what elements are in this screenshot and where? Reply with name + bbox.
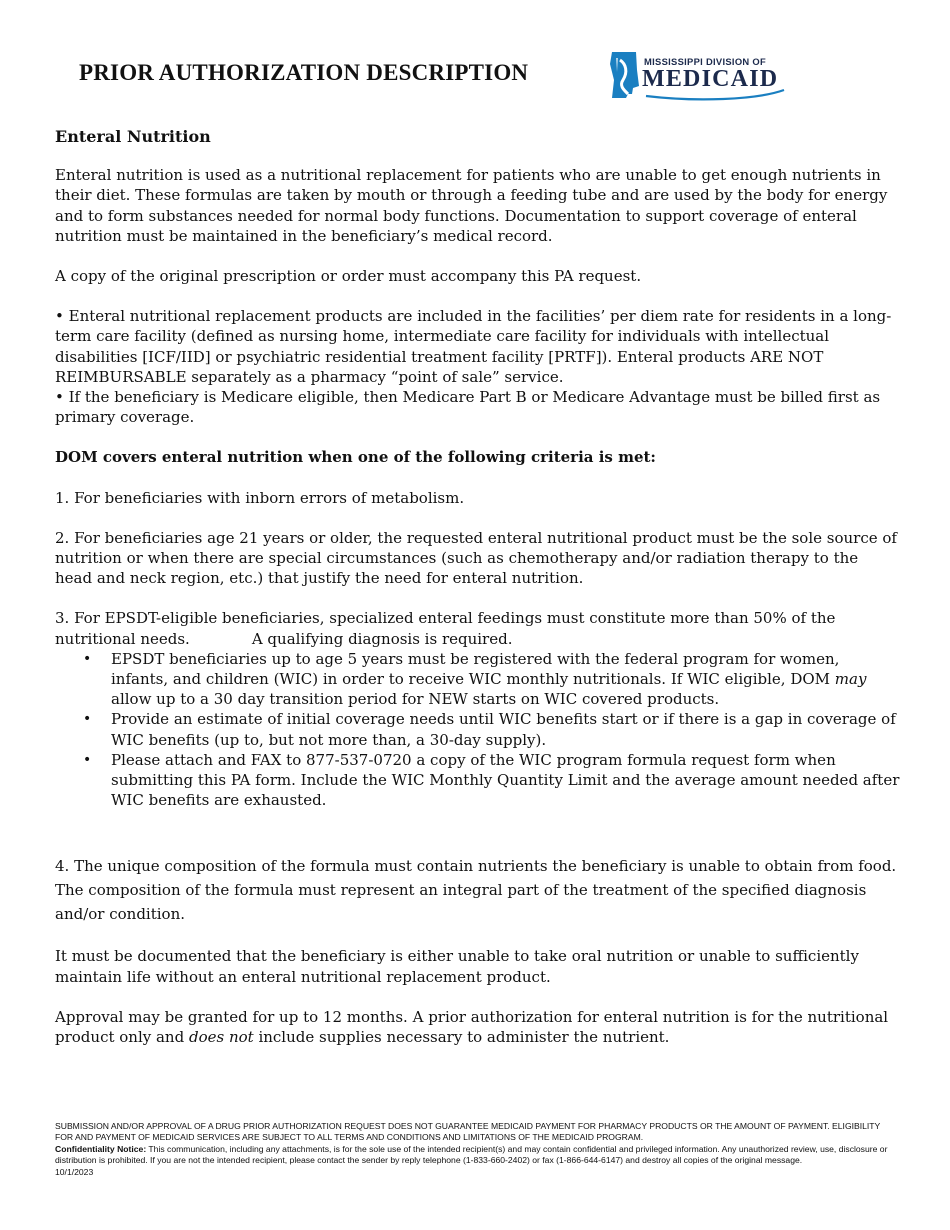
- list-item: • Please attach and FAX to 877-537-0720 a copy of the WIC program formula request form when submitting this PA form. Include the WIC Monthly Quantity Limit and the average amount needed after WIC benefits are exhausted.: [111, 750, 900, 811]
- confidentiality-notice: [55, 1144, 900, 1167]
- footer: [55, 1121, 900, 1178]
- bullet-ltc: • Enteral nutritional replacement products are included in the facilities’ per diem rate for residents in a long-term care facility (defined as nursing home, intermediate care facility for individuals with intellectual disabilities [ICF/IID] or psychiatric residential treatment facility [PRTF]). Enteral products ARE NOT REIMBURSABLE separately as a pharmacy “point of sale” service.: [55, 307, 892, 386]
- footer-disclaimer: SUBMISSION AND/OR APPROVAL OF A DRUG PRIOR AUTHORIZATION REQUEST DOES NOT GUARANTEE MEDICAID PAYMENT FOR PHARMACY PRODUCTS OR THE AMOUNT OF PAYMENT. ELIGIBILITY FOR AND PAYMENT OF MEDICAID SERVICES ARE SUBJECT TO ALL TERMS AND CONDITIONS AND LIMITATIONS OF THE MEDICAID PROGRAM.: [55, 1121, 881, 1143]
- criteria-heading: DOM covers enteral nutrition when one of the following criteria is met:: [55, 448, 656, 467]
- intro-paragraph: Enteral nutrition is used as a nutritional replacement for patients who are unable to get enough nutrients in their diet. These formulas are taken by mouth or through a feeding tube and are used by the body for energy and to form substances needed for normal body functions. Documentation to support coverage of enteral nutrition must be maintained in the beneficiary’s medical record.: [55, 166, 888, 245]
- criterion-3-diagnosis: A qualifying diagnosis is required.: [251, 629, 513, 648]
- criterion-4: 4. The unique composition of the formula must contain nutrients the beneficiary is unable to obtain from food. The composition of the formula must represent an integral part of the treatment of the specified diagnosis and/or condition.: [55, 857, 897, 924]
- criterion-3-text: 3. For EPSDT-eligible beneficiaries, specialized enteral feedings must constitute more than 50% of the nutritional needs.: [55, 609, 836, 648]
- revision-date: 10/1/2023: [55, 1166, 94, 1177]
- documentation-paragraph: It must be documented that the beneficiary is either unable to take oral nutrition or unable to sufficiently maintain life without an enteral nutritional replacement product.: [55, 947, 859, 986]
- logo-wordmark: MEDICAID: [642, 66, 779, 92]
- criterion-2: 2. For beneficiaries age 21 years or older, the requested enteral nutritional product must be the sole source of nutrition or when there are special circumstances (such as chemotherapy and/or radiation therapy to the head and neck region, etc.) that justify the need for enteral nutrition.: [55, 528, 897, 588]
- section-heading: Enteral Nutrition: [55, 127, 211, 146]
- document-body: [55, 127, 900, 1047]
- approval-paragraph: Approval may be granted for up to 12 months. A prior authorization for enteral nutrition is for the nutritional product only and does not include supplies necessary to administer the nutrient.: [55, 1007, 889, 1047]
- medicaid-logo: [606, 50, 796, 102]
- epsdt-sublist: [55, 649, 900, 811]
- mississippi-state-icon: [606, 50, 640, 100]
- criterion-3: [55, 608, 900, 648]
- bullet-medicare: • If the beneficiary is Medicare eligible, then Medicare Part B or Medicare Advantage must be billed first as primary coverage.: [55, 388, 881, 427]
- confidentiality-label: Confidentiality Notice:: [55, 1143, 147, 1154]
- list-item: • EPSDT beneficiaries up to age 5 years must be registered with the federal program for women, infants, and children (WIC) in order to receive WIC monthly nutritionals. If WIC eligible, DOM may allow up to a 30 day transition period for NEW starts on WIC covered products.: [111, 649, 900, 710]
- page-title: PRIOR AUTHORIZATION DESCRIPTION: [79, 60, 529, 85]
- copy-note: A copy of the original prescription or order must accompany this PA request.: [55, 267, 642, 286]
- confidentiality-text: This communication, including any attachments, is for the sole use of the intended recipient(s) and may contain confidential and privileged information. Any unauthorized review, use, disclosure or distribution is prohibited. If you are not the intended recipient, please contact the sender by reply telephone (1-833-660-2402) or fax (1-866-644-6147) and destroy all copies of the original message.: [55, 1143, 888, 1166]
- logo-subtitle: MISSISSIPPI DIVISION OF: [644, 56, 767, 67]
- list-item: • Provide an estimate of initial coverage needs until WIC benefits start or if there is a gap in coverage of WIC benefits (up to, but not more than, a 30-day supply).: [111, 709, 900, 749]
- criterion-1: 1. For beneficiaries with inborn errors of metabolism.: [55, 488, 465, 507]
